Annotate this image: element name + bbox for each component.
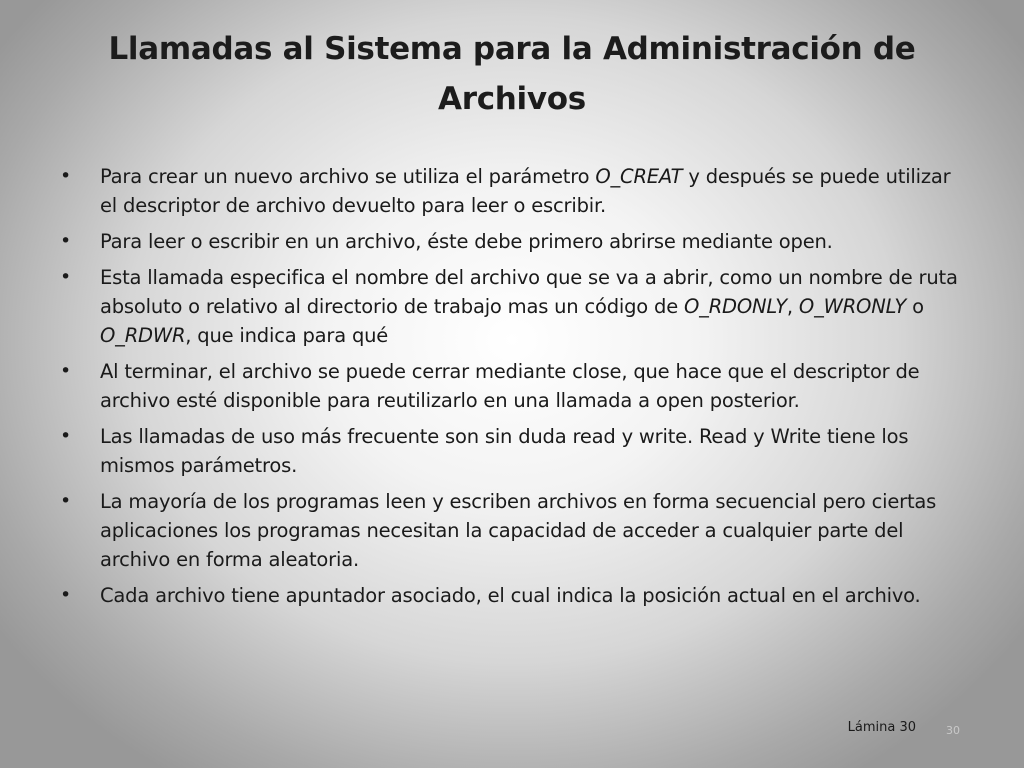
bullet-text: Esta llamada especifica el nombre del archivo que se va a abrir, como un nombre de ruta absoluto o relativo al directorio de trabajo mas un código de [100,266,958,318]
bullet-code-term: O_RDONLY [684,295,787,318]
slide-title: Llamadas al Sistema para la Administración de Archivos [108,31,916,117]
bullet-text: y después se puede utilizar el descriptor de archivo devuelto para leer o escribir. [100,165,951,217]
bullet-item [60,357,960,415]
bullet-dot-icon: • [60,425,72,447]
bullet-text: Las llamadas de uso más frecuente son sin duda read y write. Read y Write tiene los mismos parámetros. [100,425,909,477]
bullet-dot-icon: • [60,490,72,512]
bullet-text: , [786,295,799,318]
bullet-list [60,162,960,617]
bullet-code-term: O_CREAT [595,165,683,188]
bullet-code-term: O_WRONLY [798,295,907,318]
bullet-item [60,162,960,220]
bullet-code-term: O_RDWR [100,324,186,347]
bullet-dot-icon: • [60,165,72,187]
bullet-text: Al terminar, el archivo se puede cerrar mediante close, que hace que el descriptor de archivo esté disponible para reutilizarlo en una llamada a open posterior. [100,360,920,412]
footer-label: Lámina 30 [847,720,916,735]
page-number: 30 [946,724,960,737]
bullet-dot-icon: • [60,584,72,606]
bullet-item [60,263,960,350]
bullet-text: La mayoría de los programas leen y escriben archivos en forma secuencial pero ciertas aplicaciones los programas necesitan la capacidad de acceder a cualquier parte del archivo en forma aleatoria. [100,490,937,571]
bullet-dot-icon: • [60,266,72,288]
bullet-text: Para leer o escribir en un archivo, éste debe primero abrirse mediante open. [100,230,833,253]
bullet-text: Cada archivo tiene apuntador asociado, el cual indica la posición actual en el archivo. [100,584,921,607]
bullet-item [60,227,960,256]
bullet-item [60,422,960,480]
bullet-text: Para crear un nuevo archivo se utiliza el parámetro [100,165,596,188]
bullet-item [60,581,960,610]
bullet-text: , que indica para qué [185,324,389,347]
bullet-dot-icon: • [60,230,72,252]
bullet-item [60,487,960,574]
bullet-text: o [906,295,924,318]
bullet-dot-icon: • [60,360,72,382]
